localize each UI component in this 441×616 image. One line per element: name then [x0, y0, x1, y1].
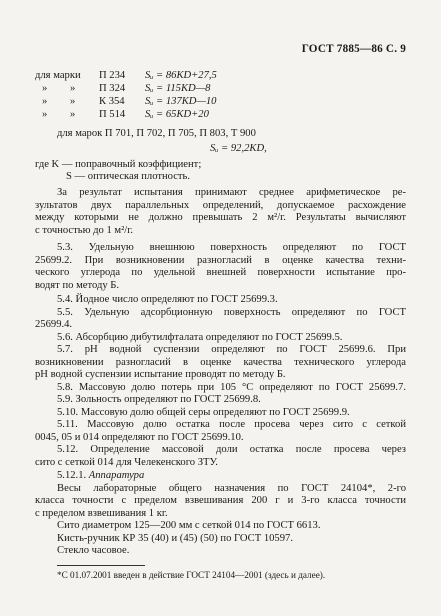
text-line: ческого углерода по удельной внешней поверхности испытание про- — [35, 267, 406, 278]
text-line: 5.3. Удельную внешнюю поверхность определяют по ГОСТ — [57, 242, 406, 253]
page-header: ГОСТ 7885—86 С. 9 — [301, 43, 406, 55]
text-line: возникновении разногласий в оценке качества технического углерода — [35, 356, 406, 368]
where-k: где K — поправочный коэффициент; — [35, 159, 202, 170]
text-line: 5.12. Определение массовой доли остатка после просева через — [57, 444, 406, 455]
text-line: 5.9. Зольность определяют по ГОСТ 25699.8. — [57, 394, 261, 405]
text-line: зультатов двух параллельных определений, допускаемое расхождение — [35, 199, 406, 211]
text-line: 5.5. Удельную адсорбционную поверхность определяют по ГОСТ — [57, 306, 406, 318]
formula-label: » — [42, 109, 48, 120]
text-line: 5.12.1. Аппаратура — [57, 470, 145, 481]
text-line: Стекло часовое. — [57, 545, 130, 556]
text-line: 25699.4. — [35, 319, 73, 330]
text-line: 25699.2. При возникновении разногласий в оценке качества техни- — [35, 254, 406, 266]
where-s: S — оптическая плотность. — [66, 171, 191, 182]
text-line: сито с сеткой 014 для Челекенского ЗТУ. — [35, 456, 218, 468]
formula-quote: » — [70, 83, 76, 94]
section-title: Аппаратура — [88, 470, 145, 481]
text-line: 5.8. Массовую долю потерь при 105 °С определяют по ГОСТ 25699.7. — [57, 381, 406, 393]
text-line: водят по методу Б. — [35, 279, 120, 291]
formula-grade: П 514 — [99, 109, 126, 120]
text-line: Весы лабораторные общего назначения по ГОСТ 24104*, 2-го — [57, 482, 406, 494]
formula-label: для марки — [35, 70, 81, 81]
formula-center: Sᵤ = 92,2KD, — [210, 143, 267, 154]
text-line: класса точности с пределом взвешивания 200 г и 3-го класса точности — [35, 495, 406, 506]
text-line: 5.4. Йодное число определяют по ГОСТ 25699.3. — [57, 294, 278, 305]
text-line: между которыми не должно превышать 2 м²/г. Результаты вычисляют — [35, 212, 406, 223]
formula-grade: П 234 — [99, 70, 126, 81]
footnote-rule — [57, 565, 145, 566]
formula-equation: Sᵤ = 65KD+20 — [145, 109, 209, 120]
text-line: 0045, 05 и 014 определяют по ГОСТ 25699.10. — [35, 431, 244, 443]
grades-line: для марок П 701, П 702, П 705, П 803, Т 900 — [57, 128, 256, 139]
text-line: Кисть-ручник КР 35 (40) и (45) (50) по ГОСТ 10597. — [57, 532, 293, 544]
formula-equation: Sᵤ = 137KD—10 — [145, 96, 217, 107]
text-line: 5.7. pH водной суспензии определяют по ГОСТ 25699.6. При — [57, 344, 406, 355]
formula-equation: Sᵤ = 115KD—8 — [145, 83, 211, 94]
text-line: с точностью до 1 м²/г. — [35, 224, 134, 236]
formula-label: » — [42, 83, 48, 94]
formula-equation: Sᵤ = 86KD+27,5 — [145, 70, 217, 81]
footnote: *С 01.07.2001 введен в действие ГОСТ 24104—2001 (здесь и далее). — [57, 570, 326, 580]
formula-quote: » — [70, 96, 76, 107]
text-line: 5.6. Абсорбцию дибутилфталата определяют по ГОСТ 25699.5. — [57, 331, 343, 343]
formula-label: » — [42, 96, 48, 107]
text-line: с пределом взвешивания 1 кг. — [35, 507, 168, 519]
text-line: 5.11. Массовую долю остатка после просева через сито с сеткой — [57, 419, 406, 430]
formula-grade: К 354 — [99, 96, 125, 107]
formula-grade: П 324 — [99, 83, 126, 94]
text-line: Сито диаметром 125—200 мм с сеткой 014 по ГОСТ 6613. — [57, 520, 321, 531]
text-line: pH водной суспензии испытание проводят по методу Б. — [35, 369, 286, 380]
text-line: 5.10. Массовую долю общей серы определяют по ГОСТ 25699.9. — [57, 406, 350, 418]
formula-quote: » — [70, 109, 76, 120]
text-line: За результат испытания принимают среднее арифметическое ре- — [57, 187, 406, 198]
